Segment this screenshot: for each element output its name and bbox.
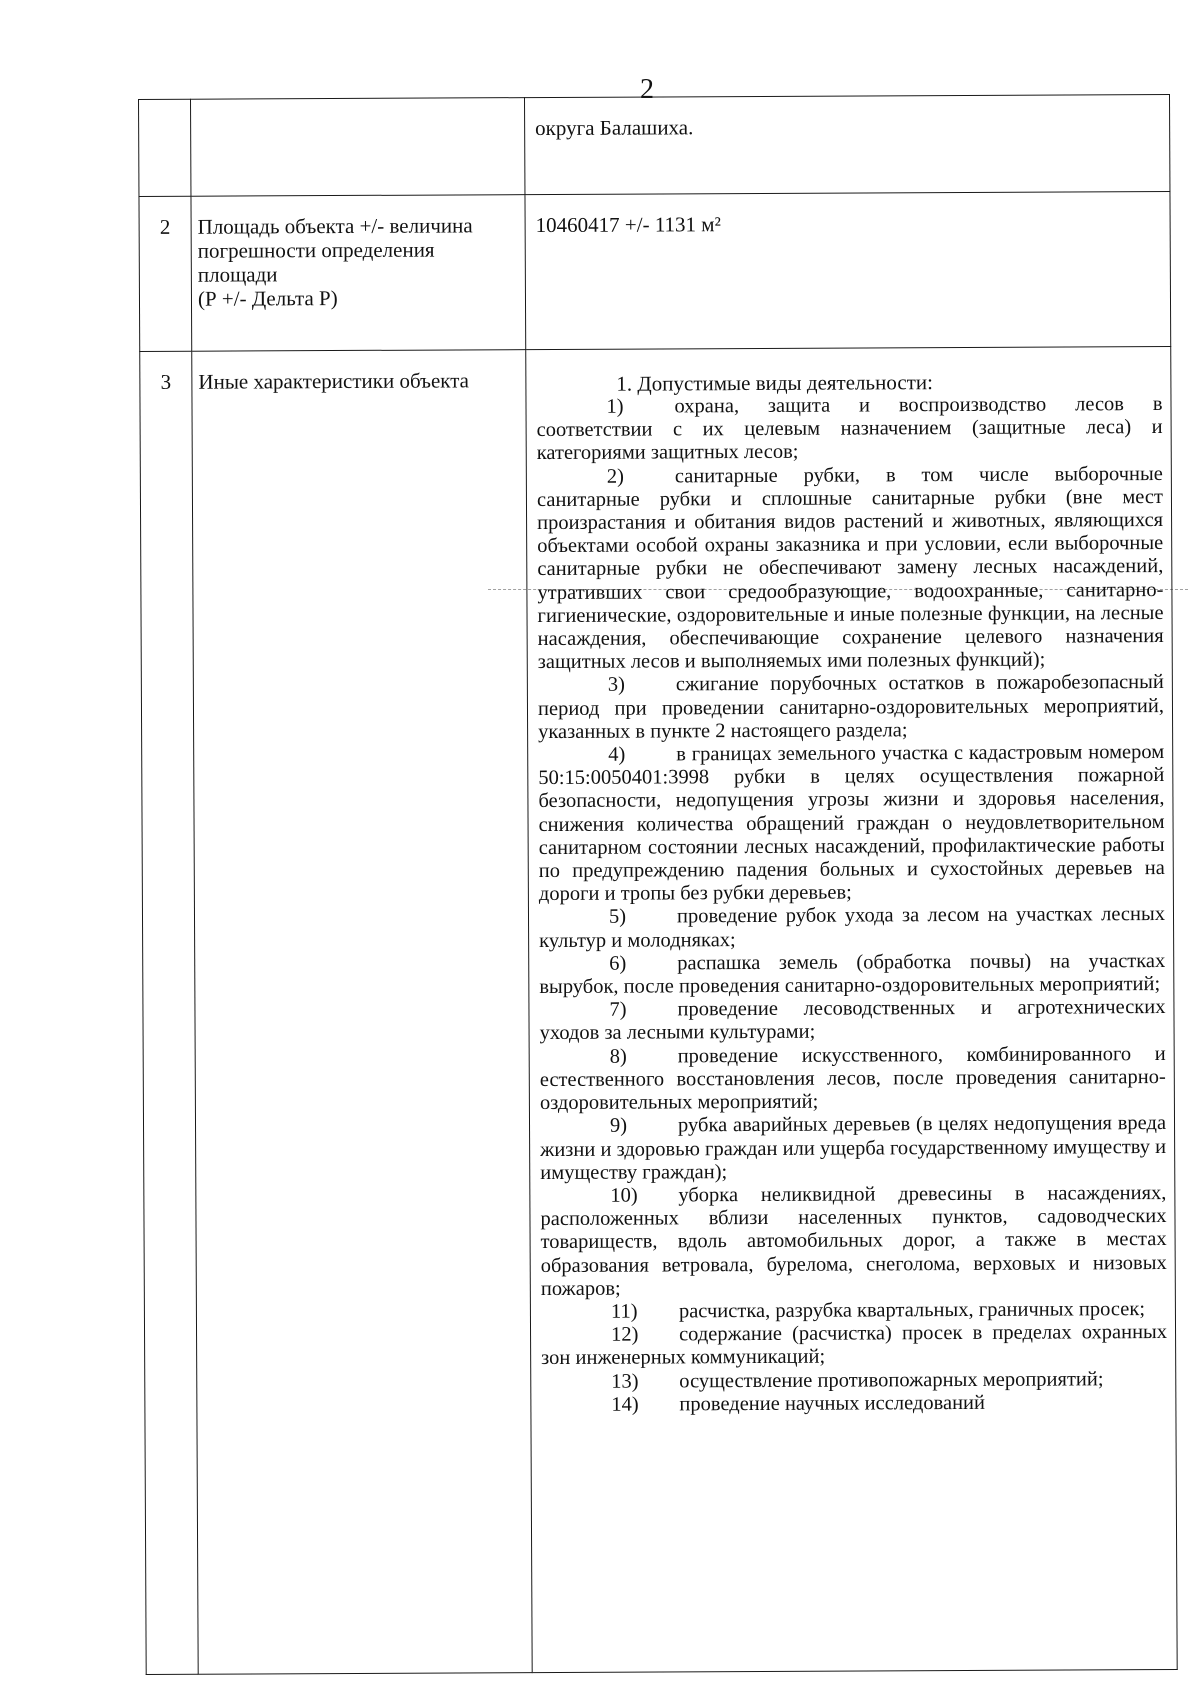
list-item [538,671,1164,744]
item-text: уборка неликвидной древесины в насаждениях, расположенных вблизи населенных пунктов, садоводческих товариществ, вдоль автомобильных дорог, а также в местах образования ветровала, бурелома, снеголома, верховых и низовых пожаров; [540,1181,1167,1300]
item-text: сжигание порубочных остатков в пожаробезопасный период при проведении санитарно-оздоровительных мероприятий, указанных в пункте 2 настоящего раздела; [537,671,1165,743]
list-item [539,996,1165,1045]
list-item [540,1182,1167,1301]
item-number: 1) [606,395,624,418]
page-number: 2 [640,74,654,105]
row-value-cell [526,346,1177,1672]
area-value: 10460417 +/- 1131 м² [535,212,721,238]
item-text: охрана, защита и воспроизводство лесов в соответствии с их целевым назначением (защитные леса) и категориями защитных лесов; [536,392,1163,465]
item-number: 13) [611,1370,639,1393]
item-number: 7) [609,998,627,1021]
item-text: распашка земель (обработка почвы) на участках вырубок, после проведения санитарно-оздоровительных мероприятий; [539,949,1166,999]
item-number: 8) [609,1045,627,1068]
list-item [541,1391,1167,1417]
item-text: в границах земельного участка с кадастровым номером 50:15:0050401:3998 рубки в целях осуществления пожарной безопасности, недопущения угрозы жизни и здоровья населения, снижения количества обращений граждан о неудовлетворительном санитарном состоянии лесных насаждений, профилактические работы по предупреждению падения больных и сухостойных деревьев на дороги и тропы без рубки деревьев; [538,741,1165,906]
item-number: 5) [608,906,627,929]
list-item [537,463,1164,675]
list-item [538,741,1165,906]
item-number: 3) [607,674,626,697]
table-row [139,191,1171,351]
item-number: 11) [610,1300,638,1323]
item-text: содержание (расчистка) просек в пределах охранных зон инженерных коммуникаций; [541,1321,1168,1370]
area-label-line: погрешности определения [197,237,435,263]
item-number: 6) [609,952,627,975]
item-number: 4) [608,743,626,766]
row-name-cell: Иные характеристики объекта [192,350,532,1675]
row-value-text: округа Балашиха. [535,115,694,141]
permitted-activities-heading: 1. Допустимые виды деятельности: [616,370,933,396]
item-text: проведение лесоводственных и агротехнических уходов за лесными культурами; [539,996,1166,1045]
item-text: санитарные рубки, в том числе выборочные санитарные рубки и сплошные санитарные рубки (вне мест произрастания и обитания видов растений и животных, являющихся объектами особой охраны заказника и при условии, если выборочные санитарные рубки не обеспечивают замену лесных насаждений, утративших свои средообразующие, водоохранные, санитарно-гигиенические, оздоровительные и иные полезные функции, на лесные насаждения, обеспечивающие сохранение целевого назначения защитных лесов и выполняемых ими полезных функций); [536,462,1164,674]
list-item [539,950,1165,999]
row-value-cell [525,191,1171,349]
table-row [139,94,1170,196]
row-number-cell [139,99,191,196]
row-name-cell [191,98,525,197]
permitted-activities-list [536,393,1167,1417]
area-label [198,213,519,311]
row-number-cell: 2 [139,196,192,351]
item-number: 2) [606,465,624,488]
row-number-cell: 3 [140,351,198,1674]
list-item [541,1368,1167,1394]
item-text: рубка аварийных деревьев (в целях недопущения вреда жизни и здоровью граждан или ущерба государственному имуществу и имуществу граждан); [540,1112,1167,1184]
list-item [541,1298,1167,1324]
row-name-cell [191,195,526,352]
item-number: 12) [610,1323,639,1346]
list-item [539,903,1165,952]
item-number: 9) [609,1114,628,1138]
list-item [540,1043,1166,1116]
object-characteristics-table [138,94,1178,1675]
item-text: расчистка, разрубка квартальных, граничных просек; [678,1298,1146,1323]
item-text: проведение научных исследований [679,1391,986,1416]
item-text: осуществление противопожарных мероприятий; [679,1367,1104,1392]
item-text: проведение искусственного, комбинированного и естественного восстановления лесов, после проведения санитарно-оздоровительных мероприятий; [539,1042,1166,1115]
item-number: 10) [610,1184,638,1207]
area-label-line: площади [197,262,278,287]
list-item [536,393,1162,466]
area-label-line: (Р +/- Дельта Р) [197,286,338,311]
table-row [140,346,1177,1674]
list-item [540,1112,1166,1185]
row-value-cell [524,94,1169,194]
list-item [541,1321,1167,1370]
item-text: проведение рубок ухода за лесом на участках лесных культур и молодняках; [539,903,1166,952]
area-label-line: Площадь объекта +/- величина [197,213,473,239]
item-number: 14) [611,1393,639,1416]
